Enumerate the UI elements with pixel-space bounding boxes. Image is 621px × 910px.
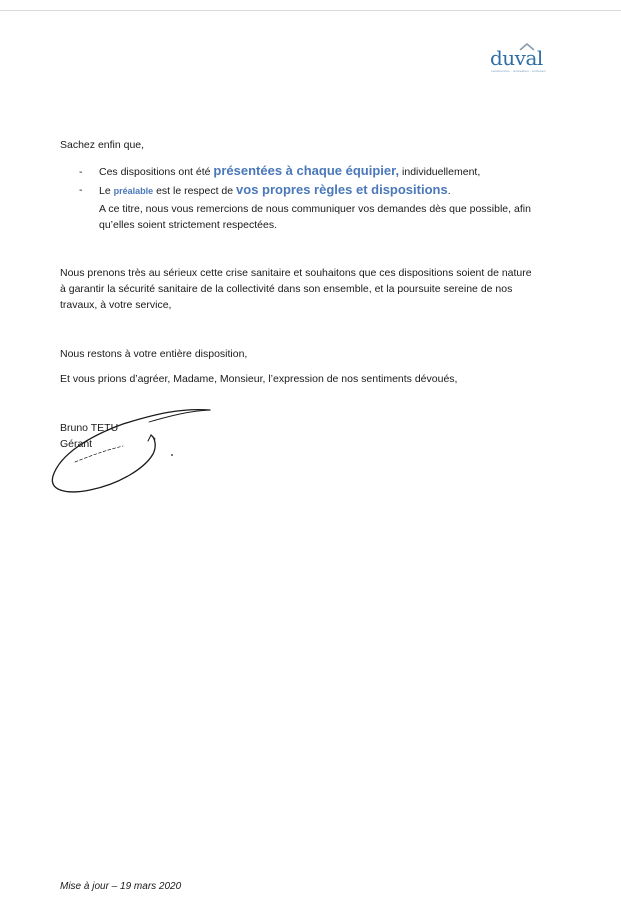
bullet-2: Le préalable est le respect de vos propres règles et dispositions.: [99, 182, 451, 197]
bullet-1-highlight: présentées à chaque équipier,: [213, 163, 400, 178]
signatory-title: Gérant: [60, 438, 93, 450]
bullet-2-continuation: A ce titre, nous vous remercions de nous communiquer vos demandes dès que possible, afin: [99, 203, 531, 215]
bullet-2-small-highlight: préalable: [113, 186, 154, 196]
signatory-name: Bruno TETU: [60, 422, 119, 434]
paragraph-line: Nous prenons très au sérieux cette crise sanitaire et souhaitons que ces dispositions soient de nature: [60, 267, 532, 279]
closing-line: Et vous prions d’agréer, Madame, Monsieur, l’expression de nos sentiments dévoués,: [60, 373, 458, 385]
bullet-1: Ces dispositions ont été présentées à chaque équipier, individuellement,: [99, 163, 481, 178]
bullet-2-continuation: qu’elles soient strictement respectées.: [99, 219, 278, 231]
logo-wordmark: duval: [490, 46, 543, 70]
handwritten-signature: [45, 402, 225, 502]
intro-line: Sachez enfin que,: [60, 139, 145, 151]
logo-roof-icon: [519, 43, 535, 51]
update-date-footer: Mise à jour – 19 mars 2020: [60, 881, 182, 892]
company-logo: [490, 47, 552, 77]
logo-tagline: construction · rénovation · entretien: [491, 69, 546, 73]
bullet-marker: -: [79, 184, 83, 196]
page-top-border: [0, 0, 621, 11]
closing-line: Nous restons à votre entière disposition,: [60, 348, 248, 360]
bullet-2-highlight: vos propres règles et dispositions: [236, 182, 448, 197]
paragraph-line: travaux, à votre service,: [60, 299, 172, 311]
bullet-marker: -: [79, 166, 83, 178]
paragraph-line: à garantir la sécurité sanitaire de la collectivité dans son ensemble, et la poursuite sereine de nos: [60, 283, 513, 295]
